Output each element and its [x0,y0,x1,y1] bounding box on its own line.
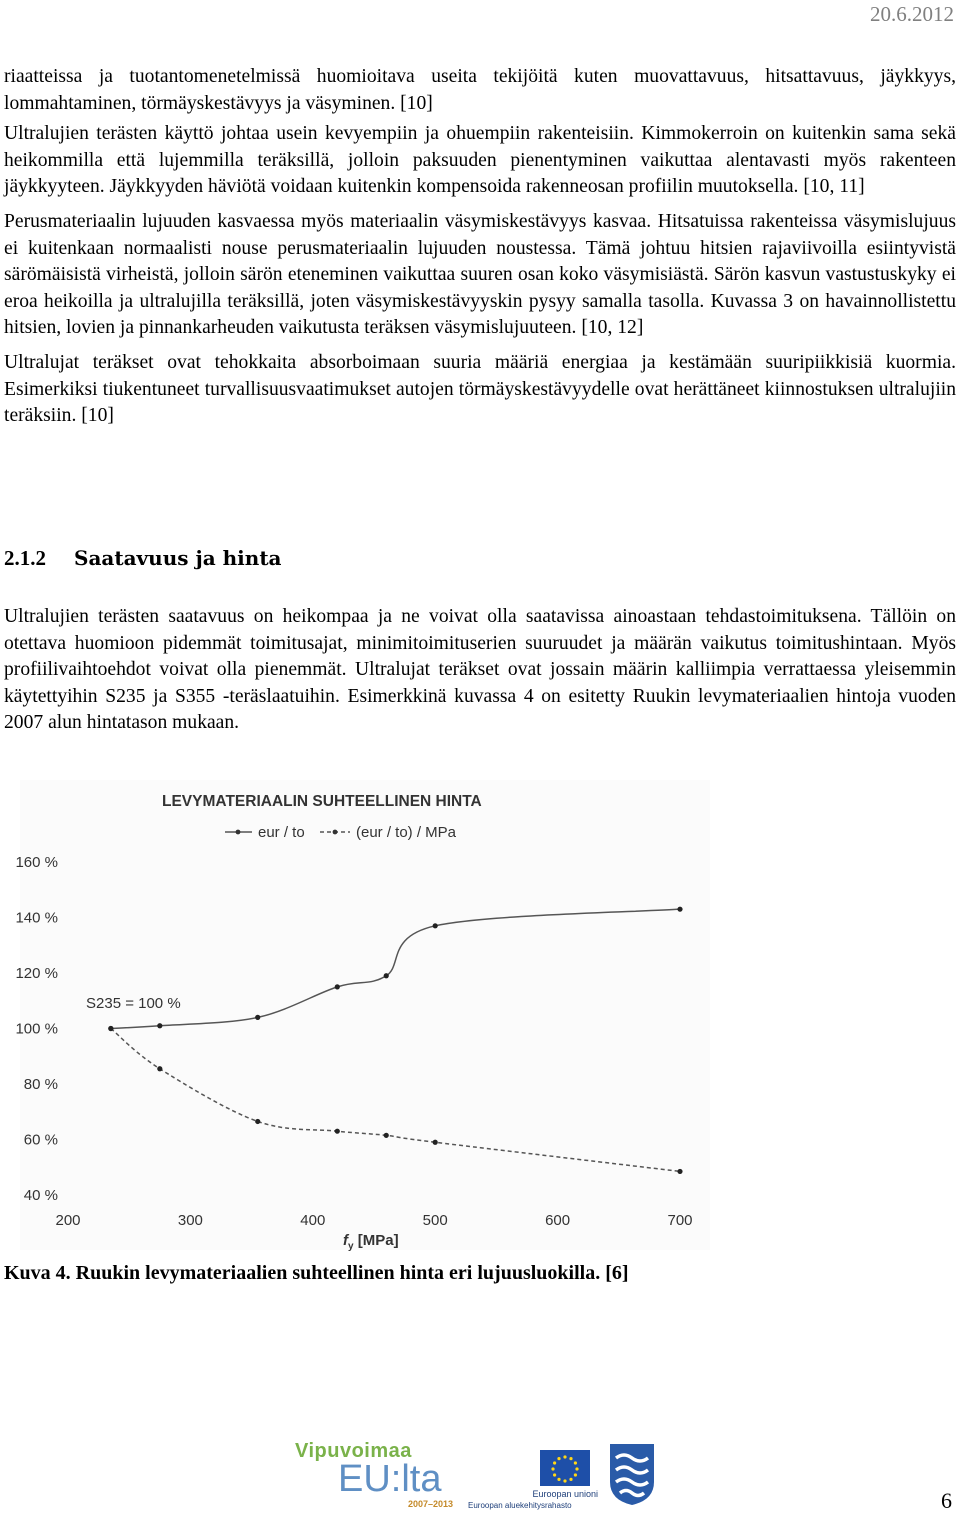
legend-label-1: eur / to [258,824,305,841]
eu-text [468,1489,598,1511]
y-tick-label: 120 % [15,965,58,982]
series-1-point [335,984,340,989]
y-tick-label: 140 % [15,909,58,927]
chart-background [20,780,710,1250]
body-text-section [4,604,956,749]
x-axis-label: $f_y$ [MPa] [343,1232,399,1252]
x-tick-label: 700 [667,1212,693,1229]
series-2-point [677,1169,682,1174]
series-2-point [255,1119,260,1124]
x-tick-label: 600 [545,1212,571,1229]
series-2-point [335,1129,340,1134]
logo-years: 2007–2013 [408,1499,454,1509]
series-1-point [157,1023,162,1028]
series-1-point [677,907,682,912]
chart-title: LEVYMATERIAALIN SUHTEELLINEN HINTA [162,793,482,810]
section-heading [4,546,282,571]
chart-svg [15,780,710,1252]
annotation-s235: S235 = 100 % [86,995,181,1012]
x-tick-label: 500 [422,1212,448,1229]
coat-of-arms-icon [608,1442,656,1506]
eu-flag-icon [540,1450,590,1486]
x-tick-label: 400 [300,1212,326,1229]
legend-label-2: (eur / to) / MPa [356,824,457,841]
series-1-point [433,923,438,928]
legend-marker-2 [333,830,338,835]
header-date: 20.6.2012 [870,2,954,26]
price-chart [15,780,710,1252]
paragraph: Ultralujat teräkset ovat tehokkaita absorboimaan suuria määriä energiaa ja kestämään suuripiikkisiä kuormia. Esimerkiksi tiukentuneet turvallisuusvaatimukset autojen törmäyskestävyydelle ovat herättäneet kiinnostuksen ultralujiin teräksiin. [10] [4,351,956,427]
x-tick-label: 300 [177,1212,203,1229]
series-1-point [384,973,389,978]
paragraph: Ultralujien terästen käyttö johtaa usein kevyempiin ja ohuempiin rakenteisiin. Kimmokerroin on kuitenkin sama sekä heikommilla että lujemmilla teräksillä, jolloin paksuuden pienentyminen vaikuttaa alentavasti myös rakenteen jäykkyyteen. Jäykkyyden häviötä voidaan kuitenkin kompensoida rakenneosan profiilin muutoksella. [10, 11] [4,123,956,198]
paragraph: riaatteissa ja tuotantomenetelmissä huomioitava useita tekijöitä kuten muovattavuus, hitsattavuus, jäykkyys, lommahtaminen, törmäyskestävyys ja väsyminen. [10] [4,66,956,114]
series-2-point [157,1066,162,1071]
y-tick-label: 80 % [23,1076,58,1093]
series-2-point [384,1133,389,1138]
section-title: Saatavuus ja hinta [74,546,282,570]
body-text-top [4,64,956,442]
figure-caption: Kuva 4. Ruukin levymateriaalien suhteellinen hinta eri lujuusluokilla. [6] [4,1262,629,1284]
vipuvoimaa-logo [290,1440,460,1512]
y-tick-label: 160 % [15,854,58,871]
series-2-point [108,1026,113,1031]
y-tick-label: 40 % [23,1187,58,1204]
paragraph: Perusmateriaalin lujuuden kasvaessa myös materiaalin väsymiskestävyys kasvaa. Hitsatuissa rakenteissa väsymislujuus ei kuitenkaan normaalisti nouse perusmateriaalin lujuuden noustessa. Tämä johtuu hitsien rajaviivoilla esiintyvistä särömäisistä virheistä, jolloin särön eteneminen vaikuttaa suuren osan koko väsymisiästä. Särön kasvun vastustuskyky ei eroa heikoilla ja ultralujilla teräksillä, joten väsymiskestävyyskin pysyy samalla tasolla. Kuvassa 3 on havainnollistettu hitsien, lovien ja pinnankarheuden vaikutusta teräksen väsymislujuuteen. [10, 12] [4,210,956,339]
logo-word2: EU:lta [338,1458,442,1500]
logo-word1: Vipuvoimaa [295,1440,412,1462]
x-tick-label: 200 [55,1212,81,1229]
y-tick-label: 60 % [23,1131,58,1149]
legend-marker-1 [236,830,241,835]
section-number: 2.1.2 [4,546,46,570]
footer-logos [290,1440,690,1512]
eu-fund-label: Euroopan aluekehitysrahasto [468,1501,572,1510]
series-1-point [255,1015,260,1020]
y-tick-label: 100 % [15,1020,58,1038]
page-number: 6 [941,1488,952,1513]
series-2-point [433,1140,438,1145]
paragraph: Ultralujien terästen saatavuus on heikompaa ja ne voivat olla saatavissa ainoastaan tehdastoimituksena. Tällöin on otettava huomioon pidemmät toimitusajat, minimitoimituserien suuruudet ja määrän vaikutus toimitushintaan. Myös profiilivaihtoehdot voivat olla pienemmät. Ultralujat teräkset ovat jossain määrin kalliimpia verrattaessa yleisemmin käytettyihin S235 ja S355 -teräslaatuihin. Esimerkkinä kuvassa 4 on esitetty Ruukin levymateriaalien hintoja vuoden 2007 alun hintatason mukaan. [4,606,956,734]
eu-union-label: Euroopan unioni [532,1489,598,1499]
